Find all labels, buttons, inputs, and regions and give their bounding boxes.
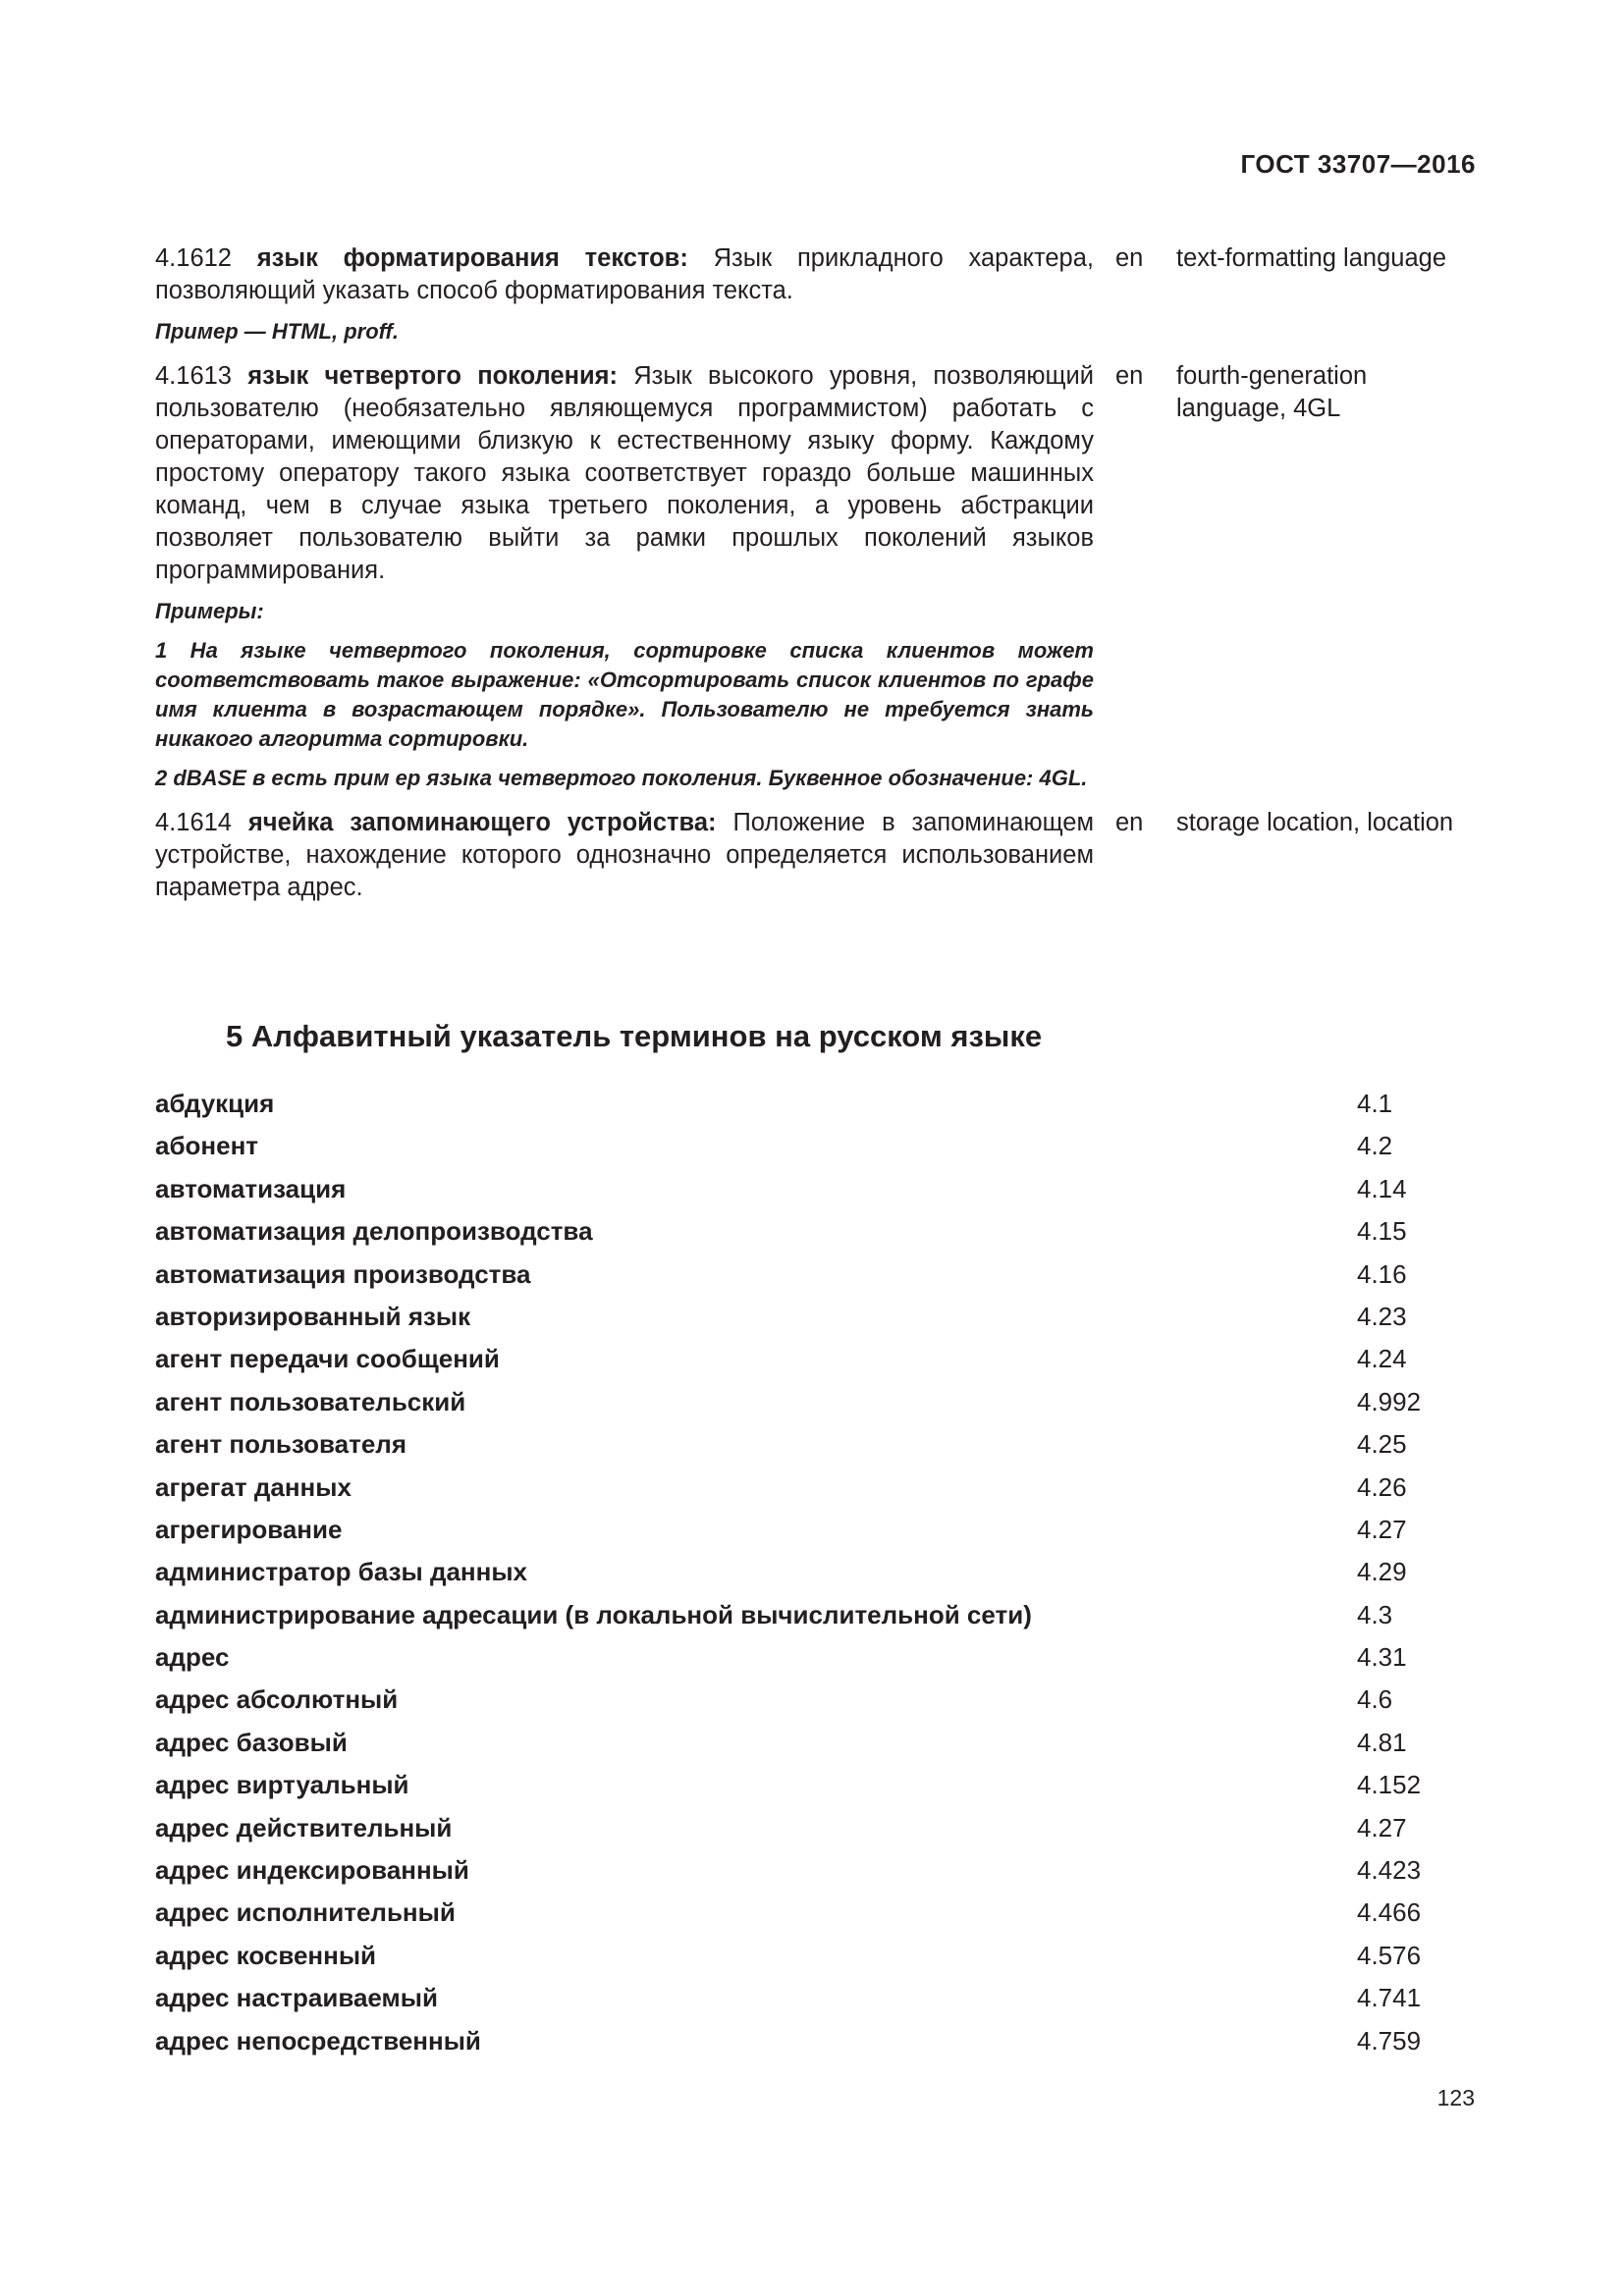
entry-english-equivalent: storage location, location [1176,809,1454,836]
index-term: абдукция [155,1089,275,1118]
index-term: адрес виртуальный [155,1770,409,1800]
index-row [155,1173,1471,1215]
entry-english-equivalent: fourth-generation language, 4GL [1176,362,1368,422]
entry-main [155,242,1094,347]
term-entries [155,242,1481,904]
entry-language-code: en [1115,244,1144,272]
entry-text [155,242,1094,307]
index-term: адрес абсолютный [155,1684,399,1715]
index-term: агрегат данных [155,1471,352,1502]
index-term: агент передачи сообщений [155,1344,500,1374]
index-term: агент пользовательский [155,1386,466,1416]
entry-term: язык четвертого поколения: [247,362,619,390]
index-term: адрес исполнительный [155,1897,456,1928]
index-row [155,1896,1471,1939]
index-row [155,1514,1471,1556]
index-row [155,1088,1471,1130]
index-ref: 4.15 [1357,1216,1407,1247]
index-term: автоматизация производства [155,1258,531,1289]
index-ref: 4.741 [1357,1983,1422,2013]
index-ref: 4.466 [1357,1897,1422,1928]
entry-example: Пример — HTML, proff. [155,319,399,344]
index-ref: 4.81 [1357,1727,1407,1757]
entry-example-item: 1 На языке четвертого поколения, сортировке списка клиентов может соответствовать такое выражение: «Отсортировать список клиентов по графе имя клиента в возрастающем порядке». Пользователю не требуется знать никакого алгоритма сортировки. [155,638,1094,751]
index-term: автоматизация делопроизводства [155,1216,593,1247]
index-ref: 4.423 [1357,1855,1422,1886]
index-row [155,1812,1471,1854]
index-ref: 4.759 [1357,2025,1422,2056]
index-row [155,2025,1471,2067]
entry-term: ячейка запоминающего устройства: [247,809,717,836]
entry-definition: Положение в запоминающем устройстве, нахождение которого однозначно определяется использованием параметра адрес. [155,809,1094,901]
index-term: автоматизация [155,1173,347,1203]
entry-text [155,807,1094,904]
entry-main [155,807,1094,904]
entry-language-code: en [1115,362,1144,390]
index-row [155,1215,1471,1257]
index-term: адрес действительный [155,1812,453,1842]
index-ref: 4.29 [1357,1557,1407,1587]
entry-text [155,360,1094,587]
entry-examples-label: Примеры: [155,599,264,623]
index-row [155,1599,1471,1641]
index-term: администрирование адресации (в локальной вычислительной сети) [155,1599,1032,1629]
index-row [155,1343,1471,1385]
index-term: адрес настраиваемый [155,1983,438,2013]
index-row [155,1386,1471,1428]
index-ref: 4.14 [1357,1173,1407,1203]
index-ref: 4.16 [1357,1258,1407,1289]
term-entry [155,242,1481,347]
index-row [155,1683,1471,1726]
index-term: адрес [155,1642,230,1673]
index-row [155,1301,1471,1343]
index-ref: 4.27 [1357,1812,1407,1842]
index-ref: 4.1 [1357,1089,1393,1118]
index-term: авторизированный язык [155,1301,471,1331]
index-ref: 4.2 [1357,1131,1393,1161]
document-standard-header: ГОСТ 33707—2016 [1240,149,1476,179]
index-row [155,1130,1471,1172]
index-ref: 4.992 [1357,1386,1422,1416]
entry-definition: Язык прикладного характера, позволяющий указать способ форматирования текста. [155,244,1094,304]
index-row [155,1727,1471,1769]
index-row [155,1428,1471,1470]
entry-english-equivalent: text-formatting language [1176,244,1446,272]
index-ref: 4.152 [1357,1770,1422,1800]
entry-number: 4.1612 [155,244,232,272]
index-ref: 4.25 [1357,1429,1407,1460]
index-ref: 4.3 [1357,1599,1393,1629]
section-title: 5 Алфавитный указатель терминов на русском языке [226,1019,1043,1053]
entry-number: 4.1613 [155,362,232,390]
entry-definition: Язык высокого уровня, позволяющий пользователю (необязательно являющемуся программистом) работать с операторами, имеющими близкую к естественному языку форму. Каждому простому оператору такого языка соответствует гораздо больше машинных команд, чем в случае языка третьего поколения, а уровень абстракции позволяет пользователю выйти за рамки прошлых поколений языков программирования. [155,362,1094,584]
index-ref: 4.576 [1357,1940,1422,1970]
index-term: адрес базовый [155,1727,348,1757]
index-row [155,1769,1471,1811]
term-entry [155,360,1481,793]
index-term: адрес непосредственный [155,2025,481,2056]
index-ref: 4.23 [1357,1301,1407,1331]
entry-main [155,360,1094,793]
index-ref: 4.26 [1357,1471,1407,1502]
index-row [155,1940,1471,1982]
index-term: агрегирование [155,1514,343,1544]
entry-number: 4.1614 [155,809,232,836]
index-row [155,1854,1471,1896]
alphabetical-index [155,1088,1471,2067]
index-ref: 4.24 [1357,1344,1407,1374]
index-ref: 4.6 [1357,1684,1393,1715]
term-entry [155,807,1481,904]
index-term: адрес индексированный [155,1855,469,1886]
index-row [155,1982,1471,2024]
entry-language-code: en [1115,809,1144,836]
index-term: агент пользователя [155,1429,406,1460]
index-ref: 4.27 [1357,1514,1407,1544]
index-term: адрес косвенный [155,1940,377,1970]
index-row [155,1556,1471,1598]
index-row [155,1471,1471,1514]
index-term: администратор базы данных [155,1557,528,1587]
entry-term: язык форматирования текстов: [256,244,688,272]
index-term: абонент [155,1131,259,1161]
index-ref: 4.31 [1357,1642,1407,1673]
page-number: 123 [1436,2085,1475,2110]
index-row [155,1258,1471,1301]
index-row [155,1641,1471,1683]
entry-example-item: 2 dBASE в есть прим ер языка четвертого поколения. Буквенное обозначение: 4GL. [155,766,1088,790]
